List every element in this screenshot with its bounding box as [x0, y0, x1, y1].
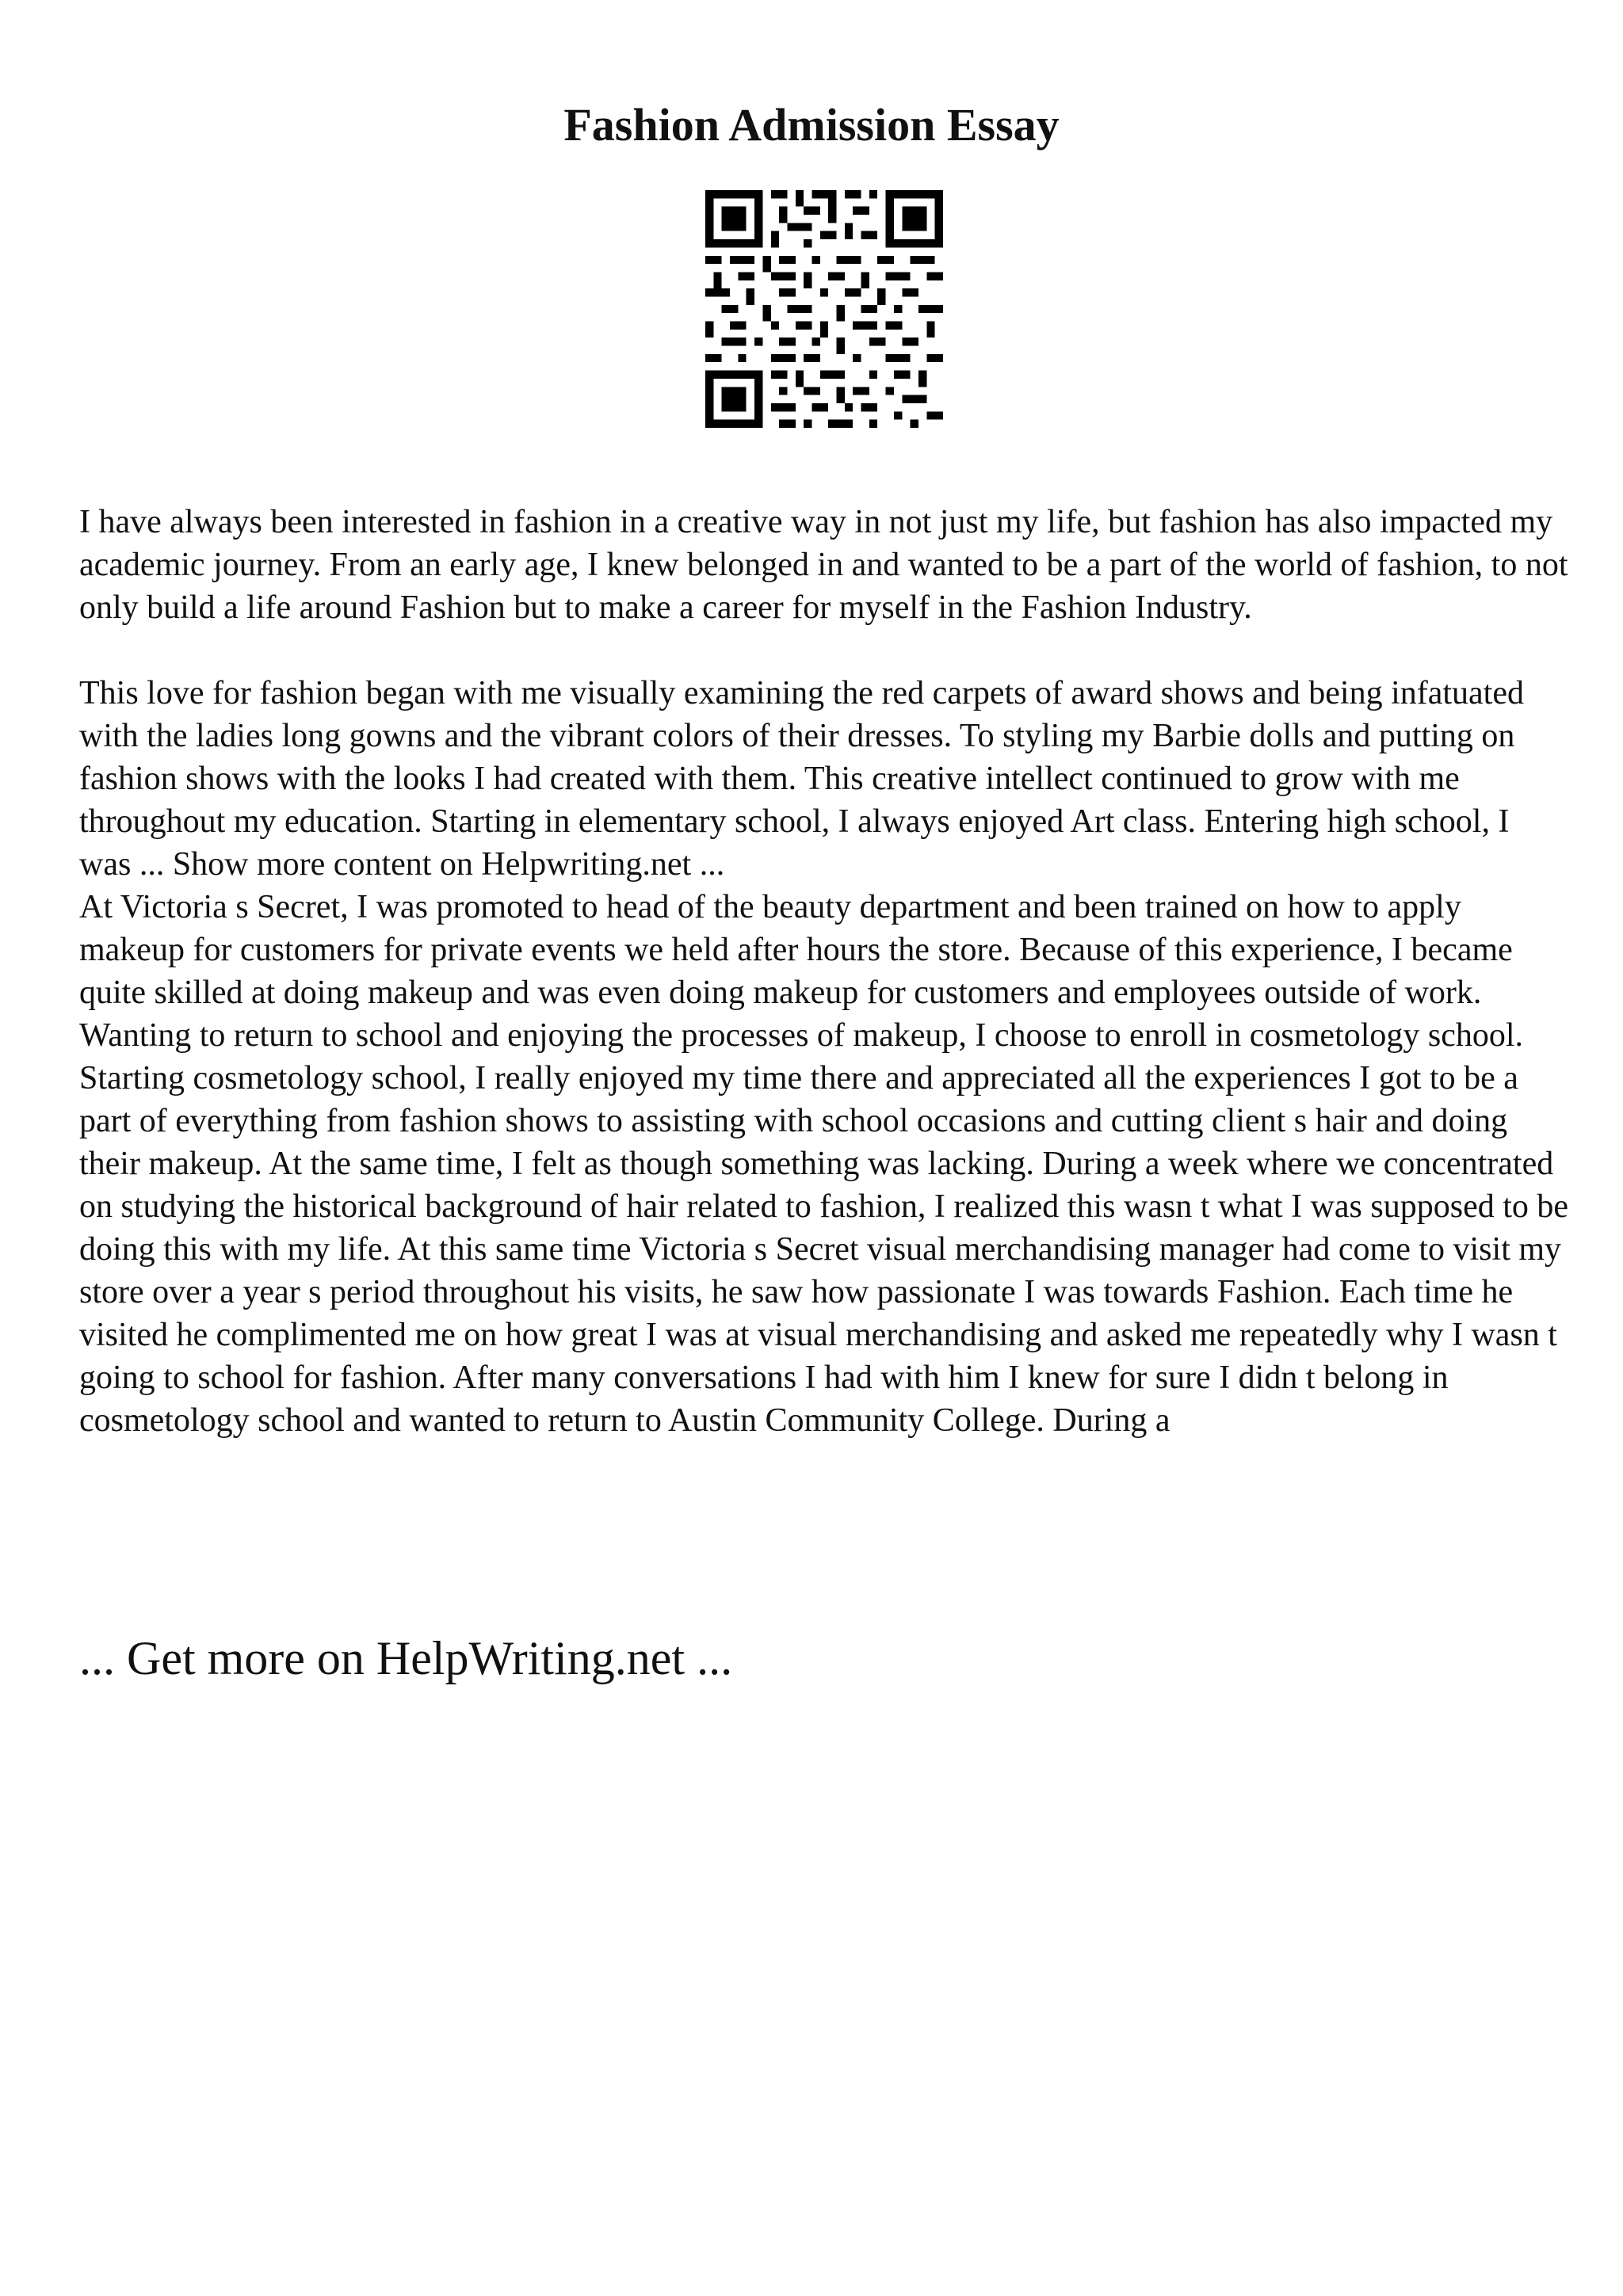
document-title: Fashion Admission Essay: [563, 99, 1060, 151]
qr-code-icon[interactable]: [705, 190, 943, 428]
essay-body: [79, 501, 1569, 1442]
essay-paragraph-2: This love for fashion began with me visually examining the red carpets of award shows and being infatuated with the ladies long gowns and the vibrant colors of their dresses. To styling my Barbie dolls and putting on fashion shows with the looks I had created with them. This creative intellect continued to grow with me throughout my education. Starting in elementary school, I always enjoyed Art class. Entering high school, I was ... Show more content on Helpwriting.net ...: [79, 675, 1524, 883]
get-more-link[interactable]: ... Get more on HelpWriting.net ...: [79, 1632, 733, 1684]
essay-paragraph-3: At Victoria s Secret, I was promoted to head of the beauty department and been trained on how to apply makeup for customers for private events we held after hours the store. Because of this experience, I became quite skilled at doing makeup and was even doing makeup for customers and employees outside of work. Wanting to return to school and enjoying the processes of makeup, I choose to enroll in cosmetology school. Starting cosmetology school, I really enjoyed my time there and appreciated all the experiences I got to be a part of everything from fashion shows to assisting with school occasions and cutting client s hair and doing their makeup. At the same time, I felt as though something was lacking. During a week where we concentrated on studying the historical background of hair related to fashion, I realized this wasn t what I was supposed to be doing this with my life. At this same time Victoria s Secret visual merchandising manager had come to visit my store over a year s period throughout his visits, he saw how passionate I was towards Fashion. Each time he visited he complimented me on how great I was at visual merchandising and asked me repeatedly why I wasn t going to school for fashion. After many conversations I had with him I knew for sure I didn t belong in cosmetology school and wanted to return to Austin Community College. During a: [79, 889, 1569, 1439]
essay-paragraph-1: I have always been interested in fashion in a creative way in not just my life, but fashion has also impacted my academic journey. From an early age, I knew belonged in and wanted to be a part of the world of fashion, to not only build a life around Fashion but to make a career for myself in the Fashion Industry.: [79, 504, 1568, 626]
qr-code-graphic: [705, 190, 943, 428]
